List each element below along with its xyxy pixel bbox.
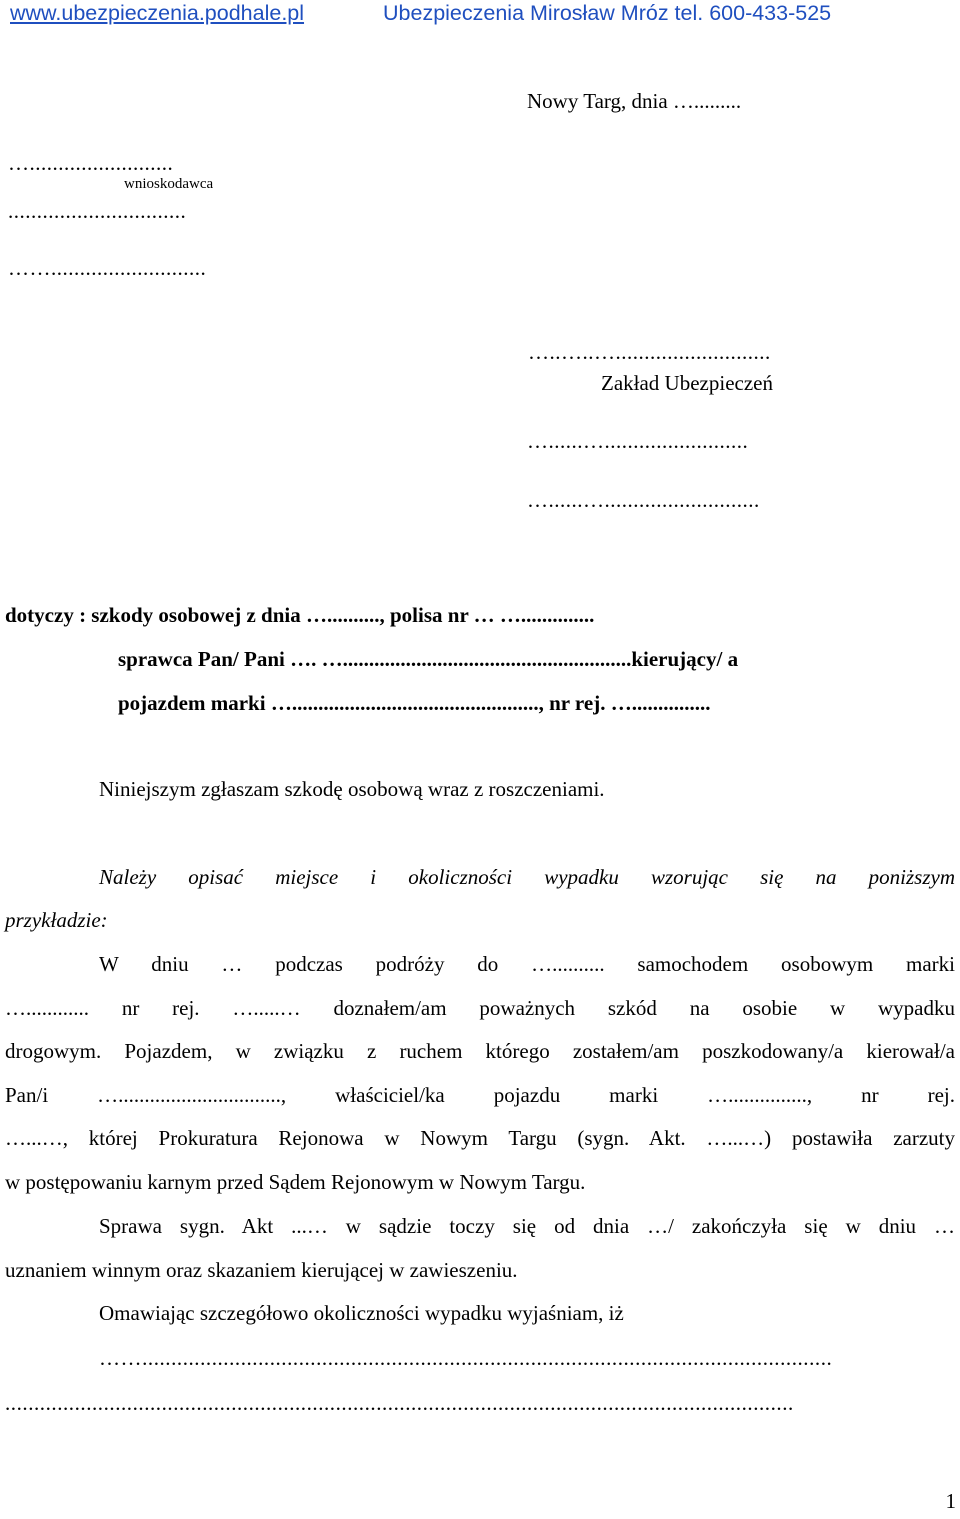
paragraph-2-line-2: uznaniem winnym oraz skazaniem kierującej w zawieszeniu. [5,1258,518,1282]
paragraph-3-line-1: Omawiając szczegółowo okoliczności wypadku wyjaśniam, iż [99,1301,624,1325]
applicant-line-1: …......................... [8,151,174,175]
paragraph-1-line-6: w postępowaniu karnym przed Sądem Rejonowym w Nowym Targu. [5,1170,586,1194]
dotted-line-1: ……....................................................................................................................... [99,1346,833,1370]
paragraph-1-line-2: …............ nr rej. ….....… doznałem/am poważnych szkód na osobie w wypadku [5,996,955,1020]
page-number: 1 [945,1489,956,1513]
instruction-line-2: przykładzie: [5,908,108,932]
subject-line-1: dotyczy : szkody osobowej z dnia ….........., polisa nr … ….............. [5,603,595,627]
recipient-line-3: …......…........................... [527,488,760,512]
recipient-line-1: …..…..…........................... [528,340,771,364]
paragraph-1-line-1: W dniu … podczas podróży do ….......... samochodem osobowym marki [99,952,955,976]
place-date: Nowy Targ, dnia …......... [527,89,742,113]
dotted-line-2: ........................................................................................................................................ [5,1391,794,1415]
website-link[interactable]: www.ubezpieczenia.podhale.pl [10,1,305,25]
paragraph-1-line-4: Pan/i …..............................., właściciel/ka pojazdu marki …..............., nr rej. [5,1083,955,1107]
paragraph-1-line-3: drogowym. Pojazdem, w związku z ruchem którego zostałem/am poszkodowany/a kierował/a [5,1039,955,1063]
recipient-line-2: …......…......................... [527,429,749,453]
applicant-line-2: ............................... [8,199,187,223]
instruction-line-1: Należy opisać miejsce i okoliczności wypadku wzorując się na poniższym [99,865,955,889]
paragraph-1-line-5: …...…, której Prokuratura Rejonowa w Nowym Targu (sygn. Akt. …...…) postawiła zarzuty [5,1126,955,1150]
recipient-name: Zakład Ubezpieczeń [601,371,773,395]
subject-line-3: pojazdem marki …..............................................., nr rej. …............... [118,691,711,715]
subject-line-2: sprawca Pan/ Pani …. ….......................................................kierujący/ a [118,647,739,671]
intro-sentence: Niniejszym zgłaszam szkodę osobową wraz z roszczeniami. [99,777,605,801]
applicant-label: wnioskodawca [124,176,214,192]
company-contact: Ubezpieczenia Mirosław Mróz tel. 600-433-525 [383,1,832,25]
paragraph-2-line-1: Sprawa sygn. Akt ...… w sądzie toczy się od dnia …/ zakończyła się w dniu … [99,1214,955,1238]
applicant-line-3: ……........................... [8,256,207,280]
